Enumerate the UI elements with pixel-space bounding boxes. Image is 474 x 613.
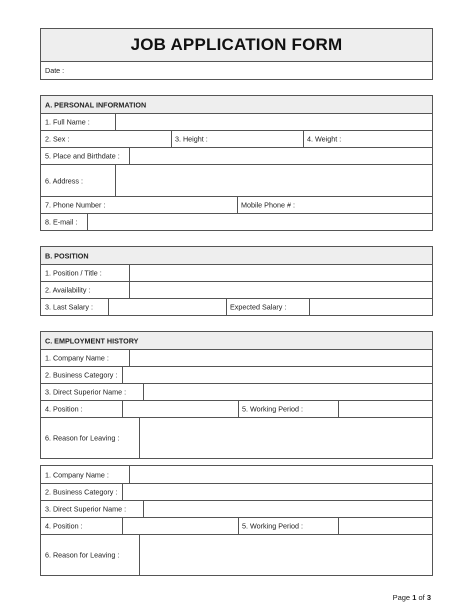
- phone-label: 7. Phone Number :: [45, 200, 106, 210]
- salary-row[interactable]: [41, 298, 432, 315]
- sex-label: 2. Sex :: [45, 134, 70, 144]
- full-name-label: 1. Full Name :: [45, 117, 90, 127]
- position-label: 4. Position :: [45, 404, 83, 414]
- position-label: 4. Position :: [45, 521, 83, 531]
- direct-superior-row[interactable]: [41, 383, 432, 400]
- company-name-label: 1. Company Name :: [45, 470, 109, 479]
- company-name-label: 1. Company Name :: [45, 353, 109, 363]
- page-number: [393, 593, 431, 602]
- last-salary-label: 3. Last Salary :: [45, 302, 93, 312]
- date-label: Date :: [45, 66, 65, 75]
- reason-leaving-row[interactable]: [41, 417, 432, 458]
- company-name-row[interactable]: [41, 349, 432, 366]
- availability-row[interactable]: [41, 281, 432, 298]
- direct-superior-label: 3. Direct Superior Name :: [45, 504, 127, 514]
- full-name-row[interactable]: [41, 113, 432, 130]
- weight-label: 4. Weight :: [307, 134, 342, 144]
- email-label: 8. E-mail :: [45, 217, 78, 227]
- position-header: [41, 247, 432, 264]
- availability-label: 2. Availability :: [45, 285, 91, 295]
- position-title-label: 1. Position / Title :: [45, 268, 102, 278]
- employment-header: [41, 332, 432, 349]
- section-employment-history-1: [40, 331, 433, 459]
- position-header-label: B. POSITION: [45, 251, 89, 260]
- reason-leaving-label: 6. Reason for Leaving :: [45, 433, 120, 443]
- business-category-label: 2. Business Category :: [45, 487, 118, 497]
- business-category-row[interactable]: [41, 366, 432, 383]
- position-title-row[interactable]: [41, 264, 432, 281]
- place-birthdate-row[interactable]: [41, 147, 432, 164]
- reason-leaving-label: 6. Reason for Leaving :: [45, 550, 120, 560]
- form-title-box: [40, 28, 433, 62]
- business-category-label: 2. Business Category :: [45, 370, 118, 380]
- working-period-label: 5. Working Period :: [242, 521, 303, 531]
- direct-superior-row[interactable]: [41, 500, 432, 517]
- date-row[interactable]: [40, 62, 433, 80]
- reason-leaving-row[interactable]: [41, 534, 432, 575]
- business-category-row[interactable]: [41, 483, 432, 500]
- position-period-row[interactable]: [41, 517, 432, 534]
- personal-header-label: A. PERSONAL INFORMATION: [45, 100, 147, 109]
- address-label: 6. Address :: [45, 176, 83, 185]
- page-word: Page: [392, 593, 411, 602]
- place-birthdate-label: 5. Place and Birthdate :: [45, 151, 120, 161]
- form-title: JOB APPLICATION FORM: [130, 35, 343, 54]
- company-name-row[interactable]: [41, 466, 432, 483]
- expected-salary-label: Expected Salary :: [230, 302, 287, 312]
- section-position: [40, 246, 433, 316]
- sex-height-weight-row[interactable]: [41, 130, 432, 147]
- position-period-row[interactable]: [41, 400, 432, 417]
- page-current: 1: [412, 593, 417, 602]
- direct-superior-label: 3. Direct Superior Name :: [45, 387, 127, 397]
- personal-header: [41, 96, 432, 113]
- employment-header-label: C. EMPLOYMENT HISTORY: [45, 336, 139, 345]
- phone-row[interactable]: [41, 196, 432, 213]
- height-label: 3. Height :: [175, 134, 208, 144]
- section-personal-information: [40, 95, 433, 231]
- address-row[interactable]: [41, 164, 432, 196]
- of-word: of: [418, 593, 425, 602]
- email-row[interactable]: [41, 213, 432, 230]
- section-employment-history-2: [40, 465, 433, 576]
- page-total: 3: [426, 593, 431, 602]
- working-period-label: 5. Working Period :: [242, 404, 303, 414]
- mobile-label: Mobile Phone # :: [241, 200, 295, 210]
